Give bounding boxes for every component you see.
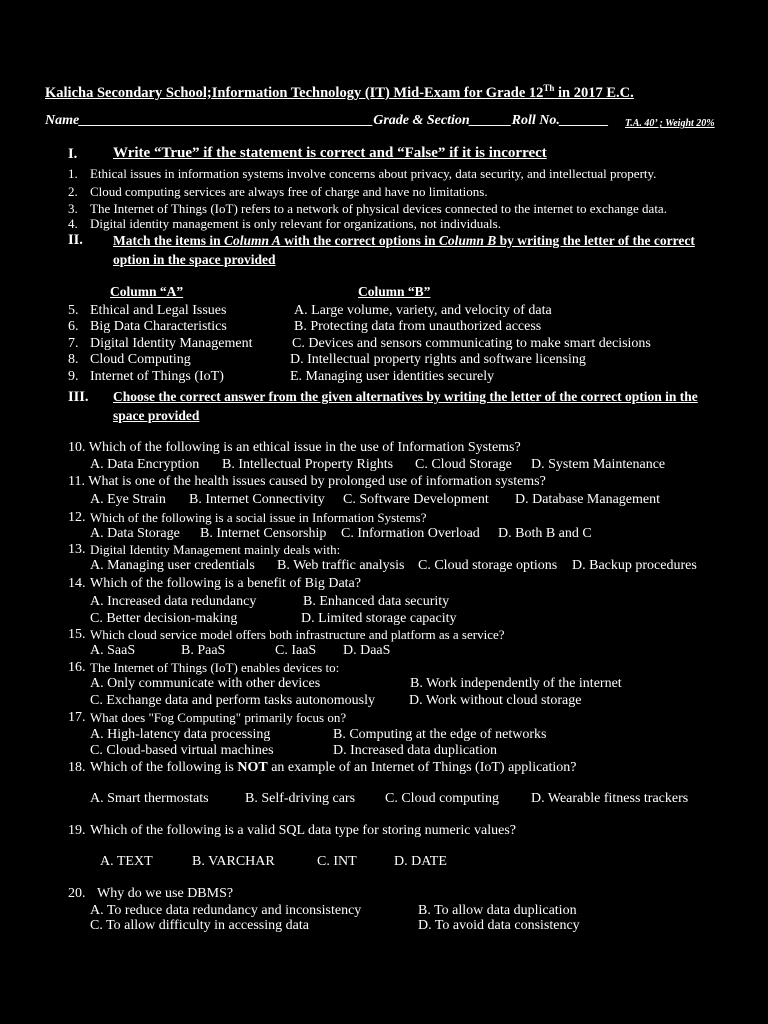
section-3-heading: Choose the correct answer from the given alternatives by writing the letter of the correct option in the space provided bbox=[113, 389, 698, 423]
option-a: A. Managing user credentials bbox=[90, 558, 255, 573]
option-a: A. TEXT bbox=[100, 854, 153, 869]
section-3-number: III. bbox=[68, 389, 89, 405]
option-a: A. Data Encryption bbox=[90, 457, 200, 472]
match-number: 7. bbox=[68, 336, 79, 351]
option-d: D. Wearable fitness trackers bbox=[531, 791, 689, 806]
option-a: A. Eye Strain bbox=[90, 492, 166, 507]
option-c: C. Cloud-based virtual machines bbox=[90, 743, 274, 758]
question-text: Why do we use DBMS? bbox=[97, 886, 234, 901]
match-left: Cloud Computing bbox=[90, 352, 191, 367]
match-number: 8. bbox=[68, 352, 79, 367]
question-number: 14. bbox=[68, 576, 86, 591]
question-number: 4. bbox=[68, 216, 78, 231]
match-right: A. Large volume, variety, and velocity of data bbox=[294, 303, 552, 318]
option-b: B. Computing at the edge of networks bbox=[333, 727, 547, 742]
section-2-number: II. bbox=[68, 232, 83, 248]
option-a: A. Smart thermostats bbox=[90, 791, 209, 806]
match-left: Ethical and Legal Issues bbox=[90, 303, 227, 318]
question-number: 15. bbox=[68, 627, 86, 642]
section-2-heading: Match the items in Column A with the correct options in Column B by writing the letter of the correct option in the space provided bbox=[113, 233, 695, 267]
student-info-line: Name__________________________________________Grade & Section______Roll No._______ bbox=[45, 113, 609, 128]
question-text: Which of the following is a social issue in Information Systems? bbox=[90, 510, 427, 525]
option-b: B. Enhanced data security bbox=[303, 594, 450, 609]
match-right: B. Protecting data from unauthorized access bbox=[294, 319, 542, 334]
option-b: B. Work independently of the internet bbox=[410, 676, 622, 691]
option-d: D. DaaS bbox=[343, 643, 391, 658]
question-number: 1. bbox=[68, 166, 78, 181]
column-a-title: Column “A” bbox=[110, 284, 184, 299]
option-d: D. System Maintenance bbox=[531, 457, 666, 472]
option-c: C. Cloud computing bbox=[385, 791, 499, 806]
question-number: 12. bbox=[68, 510, 86, 525]
option-c: C. Information Overload bbox=[341, 526, 480, 541]
option-c: C. INT bbox=[317, 854, 357, 869]
option-d: D. Database Management bbox=[515, 492, 660, 507]
question-number: 19. bbox=[68, 823, 86, 838]
option-a: A. Only communicate with other devices bbox=[90, 676, 321, 691]
option-c: C. IaaS bbox=[275, 643, 317, 658]
question-text: Digital identity management is only relevant for organizations, not individuals. bbox=[90, 216, 501, 231]
option-a: A. Increased data redundancy bbox=[90, 594, 257, 609]
question-number: 20. bbox=[68, 886, 86, 901]
question-number: 17. bbox=[68, 710, 86, 725]
match-right: E. Managing user identities securely bbox=[290, 369, 495, 384]
question-number: 16. bbox=[68, 660, 86, 675]
option-c: C. Better decision-making bbox=[90, 611, 238, 626]
match-number: 5. bbox=[68, 303, 79, 318]
option-b: B. Internet Connectivity bbox=[189, 492, 325, 507]
question-number: 3. bbox=[68, 201, 78, 216]
question-number: 18. bbox=[68, 760, 86, 775]
option-b: B. Intellectual Property Rights bbox=[222, 457, 394, 472]
option-b: B. To allow data duplication bbox=[418, 903, 577, 918]
option-c: C. To allow difficulty in accessing data bbox=[90, 918, 309, 933]
exam-title: Kalicha Secondary School;Information Technology (IT) Mid-Exam for Grade 12Th in 2017 E.C. bbox=[45, 83, 634, 101]
option-c: C. Cloud Storage bbox=[415, 457, 512, 472]
question-number: 13. bbox=[68, 542, 86, 557]
option-a: A. Data Storage bbox=[90, 526, 180, 541]
question-text: Ethical issues in information systems involve concerns about privacy, data security, and intellectual property. bbox=[90, 166, 657, 181]
match-left: Internet of Things (IoT) bbox=[90, 369, 224, 384]
option-b: B. Self-driving cars bbox=[245, 791, 356, 806]
question-text: What does "Fog Computing" primarily focus on? bbox=[90, 710, 347, 725]
question-text: The Internet of Things (IoT) refers to a network of physical devices connected to the internet to exchange data. bbox=[90, 201, 667, 216]
time-weight-label: T.A. 40’ ; Weight 20% bbox=[625, 118, 715, 129]
option-d: D. Backup procedures bbox=[572, 558, 697, 573]
option-a: A. High-latency data processing bbox=[90, 727, 271, 742]
option-c: C. Exchange data and perform tasks autonomously bbox=[90, 693, 375, 708]
option-c: C. Software Development bbox=[343, 492, 489, 507]
option-d: D. Increased data duplication bbox=[333, 743, 498, 758]
question-text: Which of the following is a valid SQL data type for storing numeric values? bbox=[90, 823, 516, 838]
question-text: 10. Which of the following is an ethical issue in the use of Information Systems? bbox=[68, 440, 521, 455]
option-b: B. PaaS bbox=[181, 643, 226, 658]
option-d: D. Limited storage capacity bbox=[301, 611, 457, 626]
option-b: B. Web traffic analysis bbox=[277, 558, 405, 573]
match-right: D. Intellectual property rights and software licensing bbox=[290, 352, 586, 367]
match-right: C. Devices and sensors communicating to make smart decisions bbox=[292, 336, 651, 351]
match-left: Digital Identity Management bbox=[90, 336, 253, 351]
option-b: B. VARCHAR bbox=[192, 854, 275, 869]
option-a: A. To reduce data redundancy and inconsistency bbox=[90, 903, 362, 918]
question-text: The Internet of Things (IoT) enables devices to: bbox=[90, 660, 340, 675]
question-text: 11. What is one of the health issues caused by prolonged use of information systems? bbox=[68, 474, 546, 489]
match-number: 9. bbox=[68, 369, 79, 384]
question-number: 2. bbox=[68, 184, 78, 199]
column-b-title: Column “B” bbox=[358, 284, 431, 299]
question-text: Which cloud service model offers both infrastructure and platform as a service? bbox=[90, 627, 505, 642]
section-1-heading: Write “True” if the statement is correct and “False” if it is incorrect bbox=[113, 145, 547, 161]
match-left: Big Data Characteristics bbox=[90, 319, 227, 334]
option-d: D. Work without cloud storage bbox=[409, 693, 582, 708]
question-text: Digital Identity Management mainly deals with: bbox=[90, 542, 341, 557]
option-d: D. To avoid data consistency bbox=[418, 918, 580, 933]
question-text: Which of the following is NOT an example of an Internet of Things (IoT) application? bbox=[90, 760, 577, 775]
match-number: 6. bbox=[68, 319, 79, 334]
option-b: B. Internet Censorship bbox=[200, 526, 327, 541]
question-text: Cloud computing services are always free of charge and have no limitations. bbox=[90, 184, 488, 199]
option-d: D. Both B and C bbox=[498, 526, 592, 541]
option-a: A. SaaS bbox=[90, 643, 136, 658]
section-1-number: I. bbox=[68, 146, 78, 162]
option-d: D. DATE bbox=[394, 854, 447, 869]
question-text: Which of the following is a benefit of Big Data? bbox=[90, 576, 361, 591]
option-c: C. Cloud storage options bbox=[418, 558, 558, 573]
